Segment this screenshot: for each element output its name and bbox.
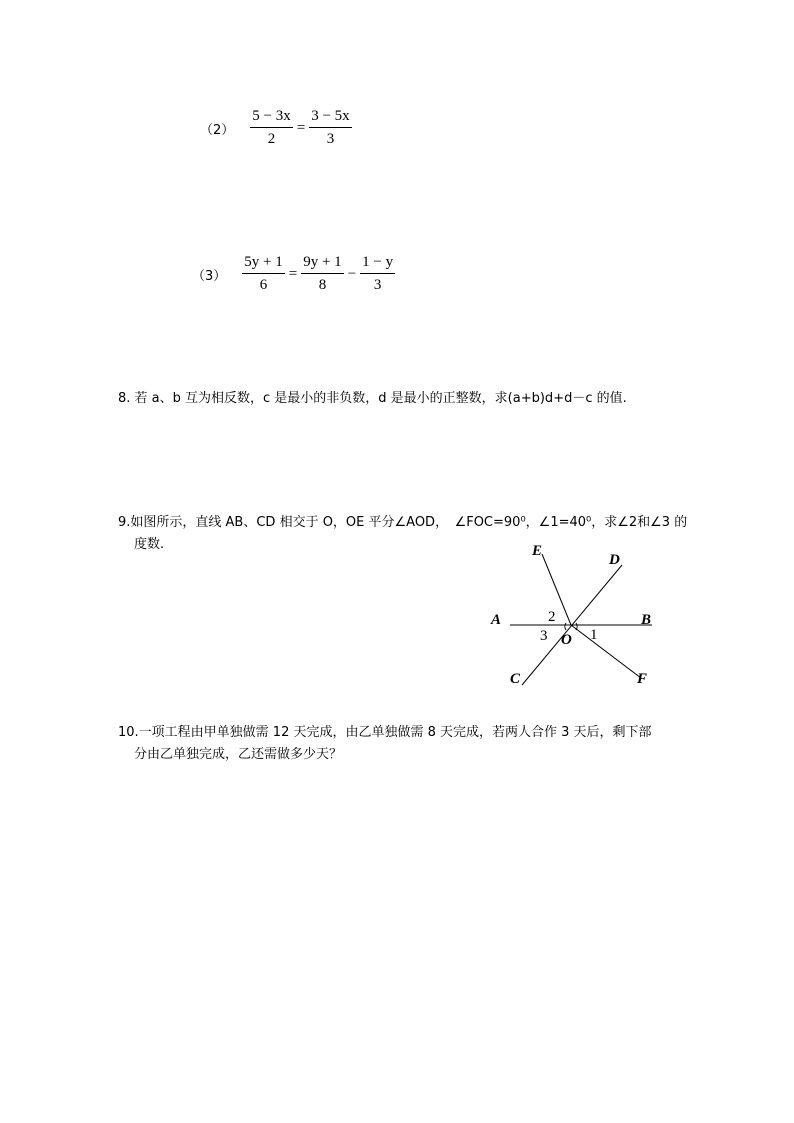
label-b: B: [641, 612, 652, 628]
fraction-denominator: 8: [318, 277, 327, 293]
label-o: O: [561, 632, 572, 648]
ray-of: [571, 625, 641, 678]
minus-sign: −: [347, 265, 357, 282]
question-10-line-1: 10.一项工程由甲单独做需 12 天完成，由乙单独做需 8 天完成，若两人合作 3 天后，剩下部: [118, 725, 652, 740]
angle-label-3: 3: [540, 628, 548, 644]
fraction-denominator: 3: [373, 277, 382, 293]
angle-arc-left: [565, 623, 566, 630]
fraction-denominator: 2: [267, 131, 276, 147]
fraction-numerator: 9y + 1: [301, 254, 343, 274]
question-10-line-2: 分由乙单独完成，乙还需做多少天？: [134, 747, 343, 762]
question-9-line-1: 9.如图所示，直线 AB、CD 相交于 O，OE 平分∠AOD， ∠FOC=90⁰，∠1=40⁰，求∠2和∠3 的: [118, 515, 688, 530]
equation-3-label: （3）: [192, 268, 227, 284]
fraction-numerator: 5y + 1: [242, 254, 284, 274]
fraction-3: [360, 254, 395, 294]
angle-label-1: 1: [590, 627, 598, 643]
question-9-line-2: 度数.: [134, 537, 165, 552]
ray-oe: [542, 554, 571, 625]
equation-2: [200, 108, 354, 148]
fraction-rhs: [309, 108, 351, 148]
equals-sign: =: [296, 119, 306, 136]
fraction-denominator: 3: [326, 131, 335, 147]
equation-3: [192, 254, 397, 294]
fraction-numerator: 1 − y: [360, 254, 395, 274]
label-e: E: [532, 543, 543, 559]
label-d: D: [609, 552, 620, 568]
fraction-numerator: 5 − 3x: [250, 108, 292, 128]
fraction-denominator: 6: [259, 277, 268, 293]
equation-2-label: （2）: [200, 122, 235, 138]
label-a: A: [491, 612, 502, 628]
equals-sign: =: [288, 265, 298, 282]
fraction-1: [242, 254, 284, 294]
label-f: F: [637, 671, 648, 687]
intersecting-lines-figure: [480, 540, 680, 690]
fraction-numerator: 3 − 5x: [309, 108, 351, 128]
label-c: C: [510, 671, 521, 687]
fraction-lhs: [250, 108, 292, 148]
fraction-2: [301, 254, 343, 294]
angle-arc-right: [576, 623, 577, 630]
angle-label-2: 2: [548, 609, 556, 625]
question-8: 8. 若 a、b 互为相反数，c 是最小的非负数，d 是最小的正整数，求(a+b)d+d－c 的值.: [118, 391, 627, 406]
